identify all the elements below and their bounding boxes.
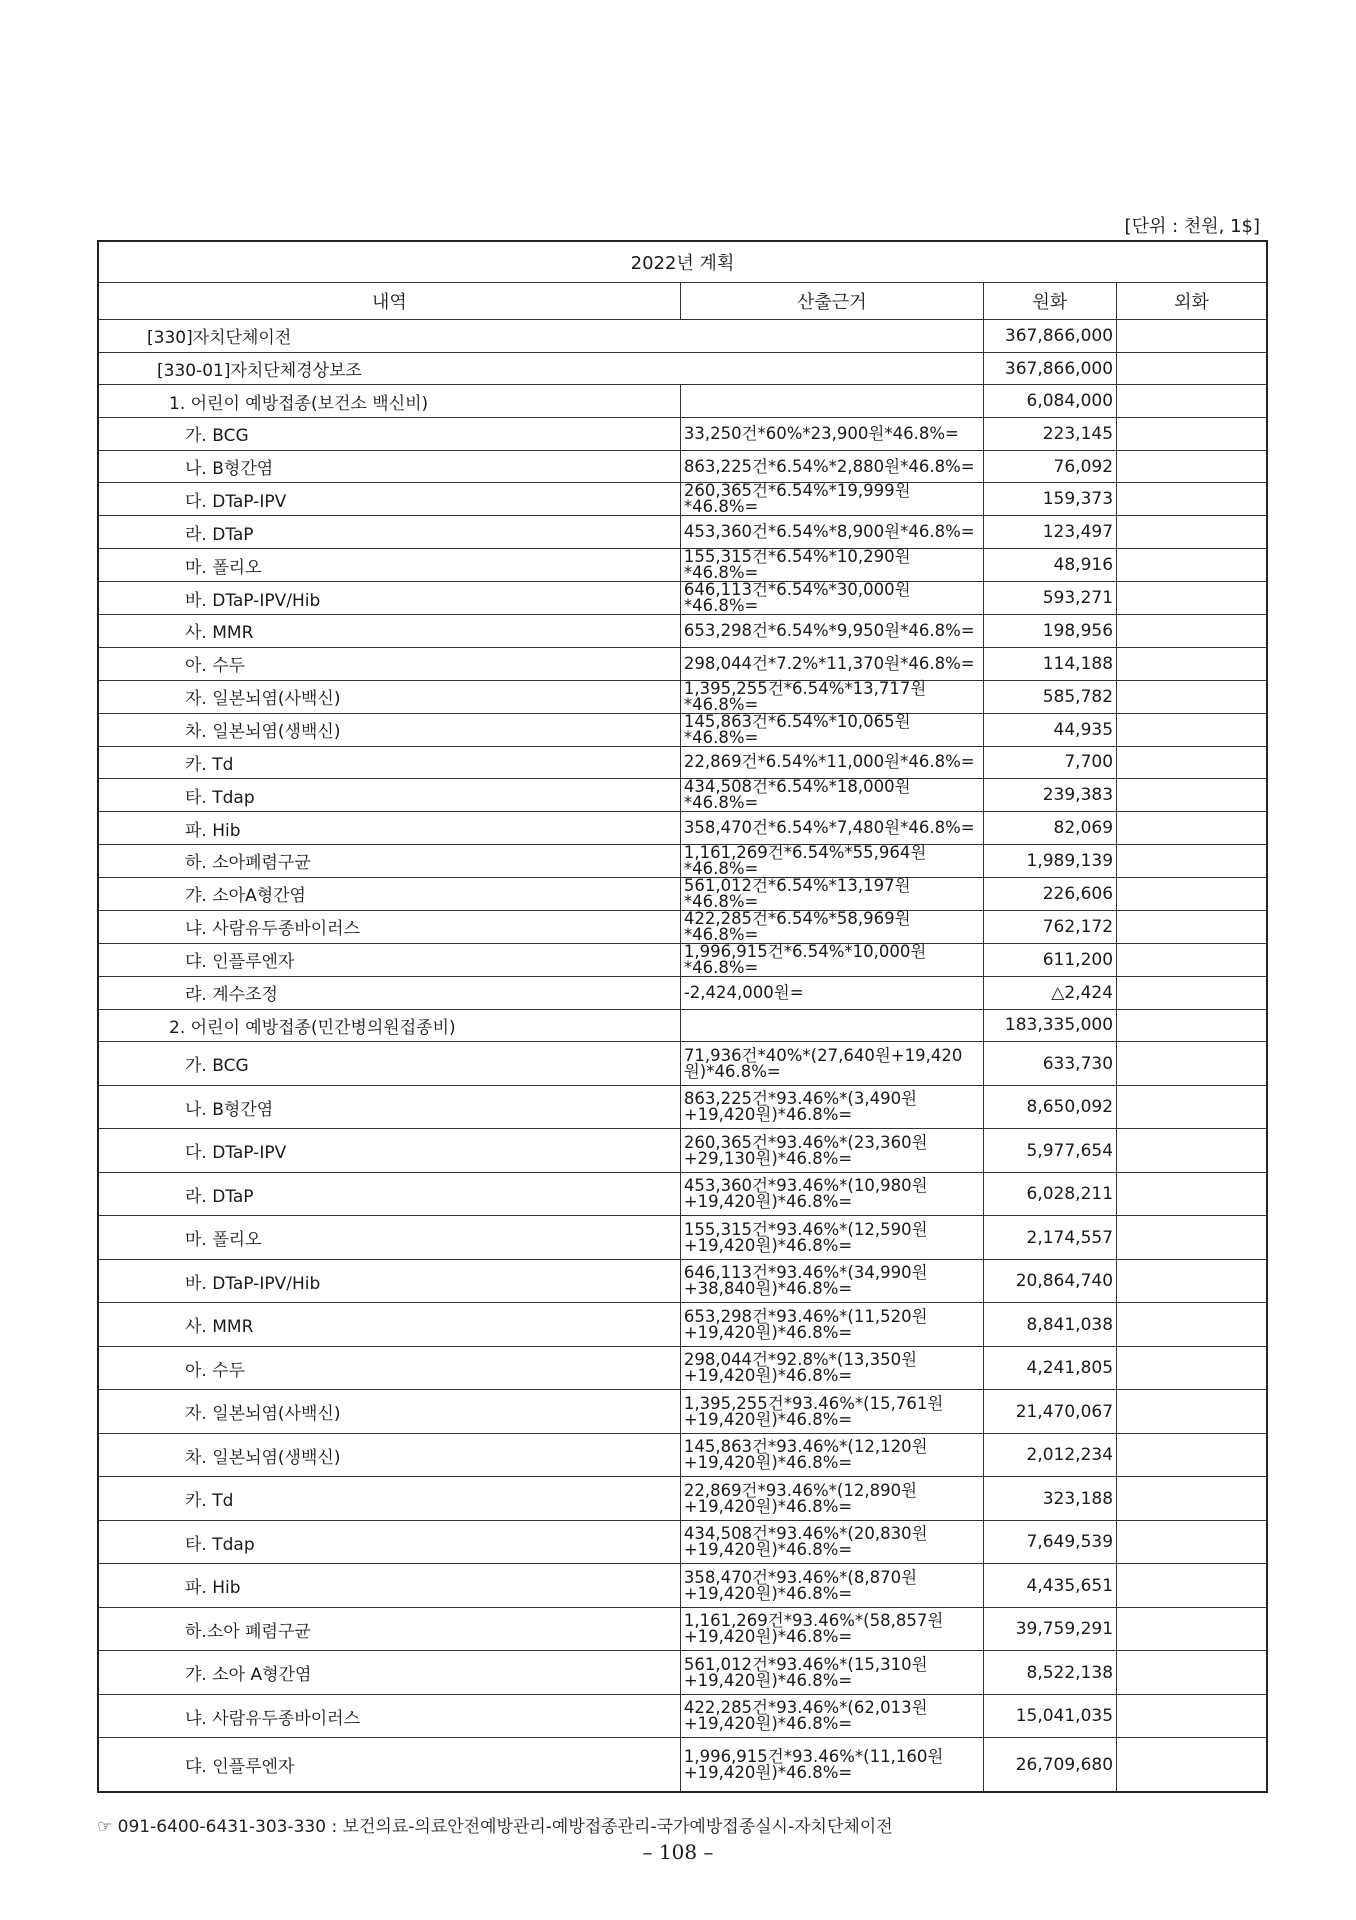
footnote: ☞ 091-6400-6431-303-330 : 보건의료-의료안전예방관리-예방접종관리-국가예방접종실시-자치단체이전 xyxy=(97,1817,893,1837)
unit-label: [단위 : 천원, 1$] xyxy=(1124,216,1260,237)
table-row xyxy=(98,385,1267,418)
row-basis: 358,470건*6.54%*7,480원*46.8%= xyxy=(680,812,983,845)
row-basis: 422,285건*6.54%*58,969원*46.8%= xyxy=(680,910,983,943)
row-krw: 21,470,067 xyxy=(983,1390,1116,1434)
row-krw: 198,956 xyxy=(983,615,1116,648)
row-foreign xyxy=(1117,615,1267,648)
row-basis: 646,113건*6.54%*30,000원*46.8%= xyxy=(680,582,983,615)
page-number: – 108 – xyxy=(642,1840,714,1864)
row-basis: 863,225건*93.46%*(3,490원+19,420원)*46.8%= xyxy=(680,1085,983,1129)
row-foreign xyxy=(1117,746,1267,779)
row-krw: 5,977,654 xyxy=(983,1129,1116,1173)
row-krw: 8,841,038 xyxy=(983,1303,1116,1347)
row-krw: 593,271 xyxy=(983,582,1116,615)
table-row xyxy=(98,1259,1267,1303)
row-item: 파. Hib xyxy=(98,1564,680,1608)
row-item: 댜. 인플루엔자 xyxy=(98,1738,680,1793)
table-row xyxy=(98,418,1267,451)
row-foreign xyxy=(1117,1651,1267,1695)
budget-table xyxy=(97,240,1268,1793)
row-krw: 2,012,234 xyxy=(983,1433,1116,1477)
row-krw: 323,188 xyxy=(983,1477,1116,1521)
row-foreign xyxy=(1117,352,1267,385)
row-basis: 1,395,255건*6.54%*13,717원*46.8%= xyxy=(680,680,983,713)
row-krw: 223,145 xyxy=(983,418,1116,451)
table-row xyxy=(98,910,1267,943)
row-item: 사. MMR xyxy=(98,615,680,648)
row-item: 자. 일본뇌염(사백신) xyxy=(98,1390,680,1434)
row-basis xyxy=(680,1009,983,1042)
table-row xyxy=(98,1651,1267,1695)
row-krw: 6,028,211 xyxy=(983,1172,1116,1216)
table-row xyxy=(98,1085,1267,1129)
row-basis: 422,285건*93.46%*(62,013원+19,420원)*46.8%= xyxy=(680,1694,983,1738)
row-basis: 1,161,269건*93.46%*(58,857원+19,420원)*46.8%= xyxy=(680,1607,983,1651)
row-item: 갸. 소아 A형간염 xyxy=(98,1651,680,1695)
row-krw: 585,782 xyxy=(983,680,1116,713)
row-item: 나. B형간염 xyxy=(98,1085,680,1129)
row-basis: 1,395,255건*93.46%*(15,761원+19,420원)*46.8%= xyxy=(680,1390,983,1434)
table-row xyxy=(98,320,1267,353)
table-row xyxy=(98,746,1267,779)
row-krw: △2,424 xyxy=(983,976,1116,1009)
row-foreign xyxy=(1117,1738,1267,1793)
row-item: 댜. 인플루엔자 xyxy=(98,943,680,976)
row-basis: 33,250건*60%*23,900원*46.8%= xyxy=(680,418,983,451)
row-basis: 434,508건*93.46%*(20,830원+19,420원)*46.8%= xyxy=(680,1520,983,1564)
row-krw: 239,383 xyxy=(983,779,1116,812)
table-row xyxy=(98,1694,1267,1738)
row-item: 하.소아 폐렴구균 xyxy=(98,1607,680,1651)
row-krw: 367,866,000 xyxy=(983,352,1116,385)
row-foreign xyxy=(1117,1129,1267,1173)
table-row xyxy=(98,877,1267,910)
row-basis: 1,161,269건*6.54%*55,964원*46.8%= xyxy=(680,844,983,877)
table-row xyxy=(98,549,1267,582)
table-row xyxy=(98,1390,1267,1434)
table-row xyxy=(98,483,1267,516)
table-row xyxy=(98,943,1267,976)
row-foreign xyxy=(1117,1303,1267,1347)
table-row xyxy=(98,615,1267,648)
row-krw: 367,866,000 xyxy=(983,320,1116,353)
row-krw: 7,649,539 xyxy=(983,1520,1116,1564)
table-row xyxy=(98,976,1267,1009)
table-row xyxy=(98,516,1267,549)
row-krw: 82,069 xyxy=(983,812,1116,845)
row-krw: 8,650,092 xyxy=(983,1085,1116,1129)
row-item: 자. 일본뇌염(사백신) xyxy=(98,680,680,713)
row-basis: 863,225건*6.54%*2,880원*46.8%= xyxy=(680,450,983,483)
row-basis: 453,360건*93.46%*(10,980원+19,420원)*46.8%= xyxy=(680,1172,983,1216)
row-basis: 434,508건*6.54%*18,000원*46.8%= xyxy=(680,779,983,812)
row-basis xyxy=(680,385,983,418)
row-basis: -2,424,000원= xyxy=(680,976,983,1009)
row-item: 카. Td xyxy=(98,746,680,779)
row-krw: 39,759,291 xyxy=(983,1607,1116,1651)
row-item: 갸. 소아A형간염 xyxy=(98,877,680,910)
table-row xyxy=(98,1738,1267,1793)
row-foreign xyxy=(1117,877,1267,910)
row-basis: 22,869건*6.54%*11,000원*46.8%= xyxy=(680,746,983,779)
row-item: 바. DTaP-IPV/Hib xyxy=(98,1259,680,1303)
table-title: 2022년 계획 xyxy=(98,241,1267,283)
row-item: 2. 어린이 예방접종(민간병의원접종비) xyxy=(98,1009,680,1042)
row-basis: 1,996,915건*6.54%*10,000원*46.8%= xyxy=(680,943,983,976)
table-row xyxy=(98,1009,1267,1042)
row-item: 다. DTaP-IPV xyxy=(98,1129,680,1173)
header-foreign: 외화 xyxy=(1117,283,1267,320)
row-krw: 1,989,139 xyxy=(983,844,1116,877)
row-krw: 76,092 xyxy=(983,450,1116,483)
row-item: 1. 어린이 예방접종(보건소 백신비) xyxy=(98,385,680,418)
row-krw: 226,606 xyxy=(983,877,1116,910)
table-row xyxy=(98,844,1267,877)
row-foreign xyxy=(1117,1477,1267,1521)
row-krw: 2,174,557 xyxy=(983,1216,1116,1260)
row-item: 하. 소아폐렴구균 xyxy=(98,844,680,877)
row-item: 라. DTaP xyxy=(98,1172,680,1216)
row-krw: 762,172 xyxy=(983,910,1116,943)
row-item: 냐. 사람유두종바이러스 xyxy=(98,910,680,943)
row-foreign xyxy=(1117,647,1267,680)
row-basis: 155,315건*6.54%*10,290원*46.8%= xyxy=(680,549,983,582)
row-krw: 633,730 xyxy=(983,1042,1116,1086)
row-foreign xyxy=(1117,1433,1267,1477)
row-item: [330-01]자치단체경상보조 xyxy=(98,352,983,385)
row-item: 냐. 사람유두종바이러스 xyxy=(98,1694,680,1738)
row-basis: 22,869건*93.46%*(12,890원+19,420원)*46.8%= xyxy=(680,1477,983,1521)
row-foreign xyxy=(1117,1085,1267,1129)
table-row xyxy=(98,352,1267,385)
row-basis: 653,298건*93.46%*(11,520원+19,420원)*46.8%= xyxy=(680,1303,983,1347)
row-foreign xyxy=(1117,713,1267,746)
row-basis: 145,863건*6.54%*10,065원*46.8%= xyxy=(680,713,983,746)
table-row xyxy=(98,1564,1267,1608)
header-basis: 산출근거 xyxy=(680,283,983,320)
row-item: 아. 수두 xyxy=(98,647,680,680)
table-row xyxy=(98,713,1267,746)
table-row xyxy=(98,1433,1267,1477)
header-krw: 원화 xyxy=(983,283,1116,320)
row-krw: 159,373 xyxy=(983,483,1116,516)
table-row xyxy=(98,1477,1267,1521)
table-row xyxy=(98,1303,1267,1347)
table-row xyxy=(98,1172,1267,1216)
row-basis: 155,315건*93.46%*(12,590원+19,420원)*46.8%= xyxy=(680,1216,983,1260)
row-item: [330]자치단체이전 xyxy=(98,320,983,353)
row-krw: 6,084,000 xyxy=(983,385,1116,418)
row-foreign xyxy=(1117,516,1267,549)
row-basis: 358,470건*93.46%*(8,870원+19,420원)*46.8%= xyxy=(680,1564,983,1608)
row-item: 차. 일본뇌염(생백신) xyxy=(98,1433,680,1477)
row-krw: 4,241,805 xyxy=(983,1346,1116,1390)
row-item: 사. MMR xyxy=(98,1303,680,1347)
table-row xyxy=(98,647,1267,680)
table-row xyxy=(98,582,1267,615)
row-krw: 7,700 xyxy=(983,746,1116,779)
row-foreign xyxy=(1117,1346,1267,1390)
row-basis: 561,012건*93.46%*(15,310원+19,420원)*46.8%= xyxy=(680,1651,983,1695)
row-item: 라. DTaP xyxy=(98,516,680,549)
row-basis: 453,360건*6.54%*8,900원*46.8%= xyxy=(680,516,983,549)
row-basis: 260,365건*6.54%*19,999원*46.8%= xyxy=(680,483,983,516)
row-foreign xyxy=(1117,844,1267,877)
row-item: 나. B형간염 xyxy=(98,450,680,483)
table-row xyxy=(98,1607,1267,1651)
row-item: 타. Tdap xyxy=(98,779,680,812)
row-item: 바. DTaP-IPV/Hib xyxy=(98,582,680,615)
row-krw: 20,864,740 xyxy=(983,1259,1116,1303)
row-krw: 4,435,651 xyxy=(983,1564,1116,1608)
row-foreign xyxy=(1117,1172,1267,1216)
row-foreign xyxy=(1117,320,1267,353)
row-basis: 71,936건*40%*(27,640원+19,420원)*46.8%= xyxy=(680,1042,983,1086)
table-row xyxy=(98,680,1267,713)
row-foreign xyxy=(1117,943,1267,976)
row-item: 랴. 계수조정 xyxy=(98,976,680,1009)
row-item: 가. BCG xyxy=(98,418,680,451)
row-foreign xyxy=(1117,1009,1267,1042)
row-foreign xyxy=(1117,976,1267,1009)
row-foreign xyxy=(1117,1520,1267,1564)
row-krw: 8,522,138 xyxy=(983,1651,1116,1695)
row-item: 아. 수두 xyxy=(98,1346,680,1390)
row-krw: 48,916 xyxy=(983,549,1116,582)
row-krw: 114,188 xyxy=(983,647,1116,680)
row-foreign xyxy=(1117,1042,1267,1086)
row-krw: 44,935 xyxy=(983,713,1116,746)
table-row xyxy=(98,450,1267,483)
row-basis: 646,113건*93.46%*(34,990원+38,840원)*46.8%= xyxy=(680,1259,983,1303)
row-basis: 298,044건*7.2%*11,370원*46.8%= xyxy=(680,647,983,680)
row-basis: 145,863건*93.46%*(12,120원+19,420원)*46.8%= xyxy=(680,1433,983,1477)
row-krw: 183,335,000 xyxy=(983,1009,1116,1042)
row-item: 카. Td xyxy=(98,1477,680,1521)
row-foreign xyxy=(1117,1390,1267,1434)
row-item: 차. 일본뇌염(생백신) xyxy=(98,713,680,746)
row-foreign xyxy=(1117,450,1267,483)
row-item: 마. 폴리오 xyxy=(98,1216,680,1260)
row-item: 파. Hib xyxy=(98,812,680,845)
table-body xyxy=(98,320,1267,1793)
row-foreign xyxy=(1117,385,1267,418)
row-basis: 561,012건*6.54%*13,197원*46.8%= xyxy=(680,877,983,910)
row-krw: 611,200 xyxy=(983,943,1116,976)
row-krw: 15,041,035 xyxy=(983,1694,1116,1738)
row-krw: 123,497 xyxy=(983,516,1116,549)
row-foreign xyxy=(1117,1564,1267,1608)
table-row xyxy=(98,812,1267,845)
row-item: 가. BCG xyxy=(98,1042,680,1086)
header-item: 내역 xyxy=(98,283,680,320)
row-foreign xyxy=(1117,1216,1267,1260)
row-foreign xyxy=(1117,549,1267,582)
row-item: 다. DTaP-IPV xyxy=(98,483,680,516)
row-item: 타. Tdap xyxy=(98,1520,680,1564)
row-basis: 1,996,915건*93.46%*(11,160원+19,420원)*46.8%= xyxy=(680,1738,983,1793)
table-row xyxy=(98,1042,1267,1086)
row-foreign xyxy=(1117,1607,1267,1651)
table-row xyxy=(98,779,1267,812)
row-foreign xyxy=(1117,1259,1267,1303)
row-foreign xyxy=(1117,779,1267,812)
row-krw: 26,709,680 xyxy=(983,1738,1116,1793)
row-foreign xyxy=(1117,418,1267,451)
row-foreign xyxy=(1117,812,1267,845)
table-row xyxy=(98,1129,1267,1173)
table-row xyxy=(98,1346,1267,1390)
row-foreign xyxy=(1117,910,1267,943)
table-row xyxy=(98,1216,1267,1260)
row-foreign xyxy=(1117,483,1267,516)
row-foreign xyxy=(1117,1694,1267,1738)
row-basis: 298,044건*92.8%*(13,350원+19,420원)*46.8%= xyxy=(680,1346,983,1390)
row-basis: 653,298건*6.54%*9,950원*46.8%= xyxy=(680,615,983,648)
row-item: 마. 폴리오 xyxy=(98,549,680,582)
row-foreign xyxy=(1117,582,1267,615)
row-foreign xyxy=(1117,680,1267,713)
row-basis: 260,365건*93.46%*(23,360원+29,130원)*46.8%= xyxy=(680,1129,983,1173)
table-row xyxy=(98,1520,1267,1564)
